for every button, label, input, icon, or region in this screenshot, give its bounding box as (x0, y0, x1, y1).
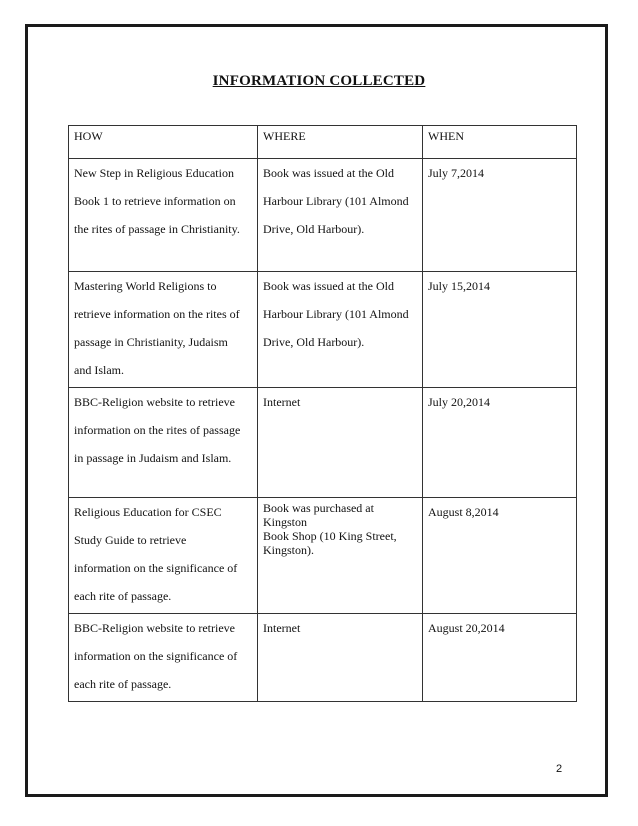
how-cell: New Step in Religious Education Book 1 to retrieve information on the rites of passage in Christianity. (69, 159, 258, 272)
when-cell: August 8,2014 (423, 498, 577, 614)
page-number: 2 (556, 763, 563, 775)
how-cell: Mastering World Religions to retrieve information on the rites of passage in Christianity, Judaism and Islam. (69, 272, 258, 388)
when-cell: July 20,2014 (423, 388, 577, 498)
where-cell: Internet (258, 614, 423, 702)
when-cell: July 15,2014 (423, 272, 577, 388)
where-cell: Internet (258, 388, 423, 498)
table-header-row (69, 126, 577, 159)
when-cell: July 7,2014 (423, 159, 577, 272)
header-how: HOW (69, 126, 258, 159)
when-cell: August 20,2014 (423, 614, 577, 702)
where-cell: Book was issued at the Old Harbour Library (101 Almond Drive, Old Harbour). (258, 159, 423, 272)
how-cell: BBC-Religion website to retrieve information on the rites of passage in passage in Judaism and Islam. (69, 388, 258, 498)
how-cell: Religious Education for CSEC Study Guide to retrieve information on the significance of each rite of passage. (69, 498, 258, 614)
table-row (69, 614, 577, 702)
where-cell: Book was issued at the Old Harbour Library (101 Almond Drive, Old Harbour). (258, 272, 423, 388)
where-cell: Book was purchased at Kingston Book Shop (10 King Street, Kingston). (258, 498, 423, 614)
how-cell: BBC-Religion website to retrieve information on the significance of each rite of passage. (69, 614, 258, 702)
header-where: WHERE (258, 126, 423, 159)
table-row (69, 159, 577, 272)
table-row (69, 272, 577, 388)
table-row (69, 498, 577, 614)
information-table (68, 125, 577, 702)
page-title: INFORMATION COLLECTED (212, 73, 426, 89)
table-row (69, 388, 577, 498)
header-when: WHEN (423, 126, 577, 159)
